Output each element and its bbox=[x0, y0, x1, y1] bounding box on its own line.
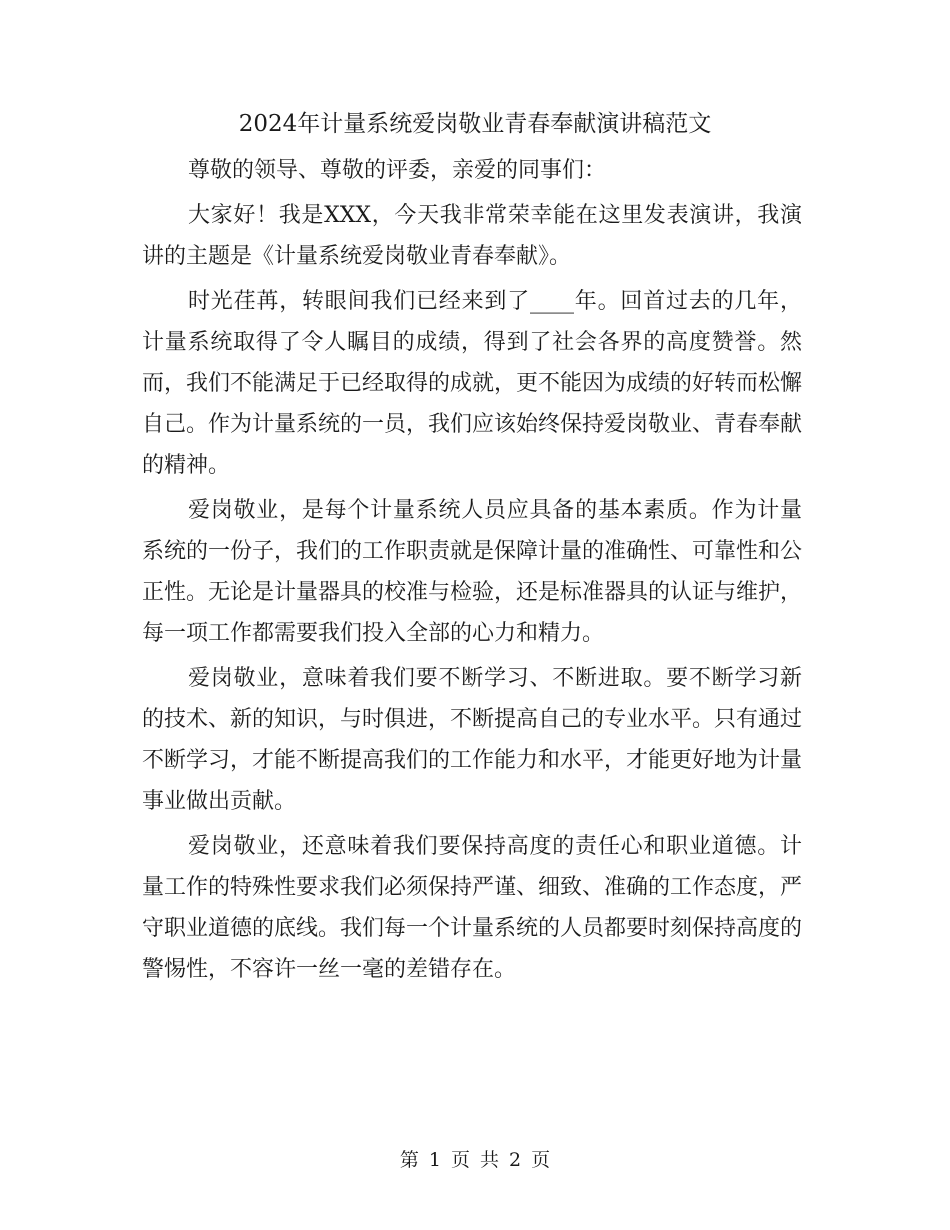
paragraph-introduction: 大家好！我是XXX，今天我非常荣幸能在这里发表演讲，我演讲的主题是《计量系统爱岗敬业青春奉献》。 bbox=[142, 203, 802, 269]
paragraph-responsibility: 爱岗敬业，还意味着我们要保持高度的责任心和职业道德。计量工作的特殊性要求我们必须保持严谨、细致、准确的工作态度，严守职业道德的底线。我们每一个计量系统的人员都要时刻保持高度的警惕性，不容许一丝一毫的差错存在。 bbox=[142, 834, 803, 982]
document-title: 2024年计量系统爱岗敬业青春奉献演讲稿范文 bbox=[238, 111, 712, 137]
page-number-footer: 第 1 页 共 2 页 bbox=[399, 1149, 551, 1171]
document-body bbox=[142, 150, 802, 994]
paragraph-salutation: 尊敬的领导、尊敬的评委，亲爱的同事们： bbox=[188, 158, 607, 183]
paragraph-basic-quality: 爱岗敬业，是每个计量系统人员应具备的基本素质。作为计量系统的一份子，我们的工作职责就是保障计量的准确性、可靠性和公正性。无论是计量器具的校准与检验，还是标准器具的认证与维护，每一项工作都需要我们投入全部的心力和精力。 bbox=[142, 498, 803, 646]
paragraph-continuous-learning: 爱岗敬业，意味着我们要不断学习、不断进取。要不断学习新的技术、新的知识，与时俱进，不断提高自己的专业水平。只有通过不断学习，才能不断提高我们的工作能力和水平，才能更好地为计量事业做出贡献。 bbox=[142, 666, 803, 814]
paragraph-review: 时光荏苒，转眼间我们已经来到了____年。回首过去的几年，计量系统取得了令人瞩目的成绩，得到了社会各界的高度赞誉。然而，我们不能满足于已经取得的成就，更不能因为成绩的好转而松懈自己。作为计量系统的一员，我们应该始终保持爱岗敬业、青春奉献的精神。 bbox=[142, 289, 803, 478]
